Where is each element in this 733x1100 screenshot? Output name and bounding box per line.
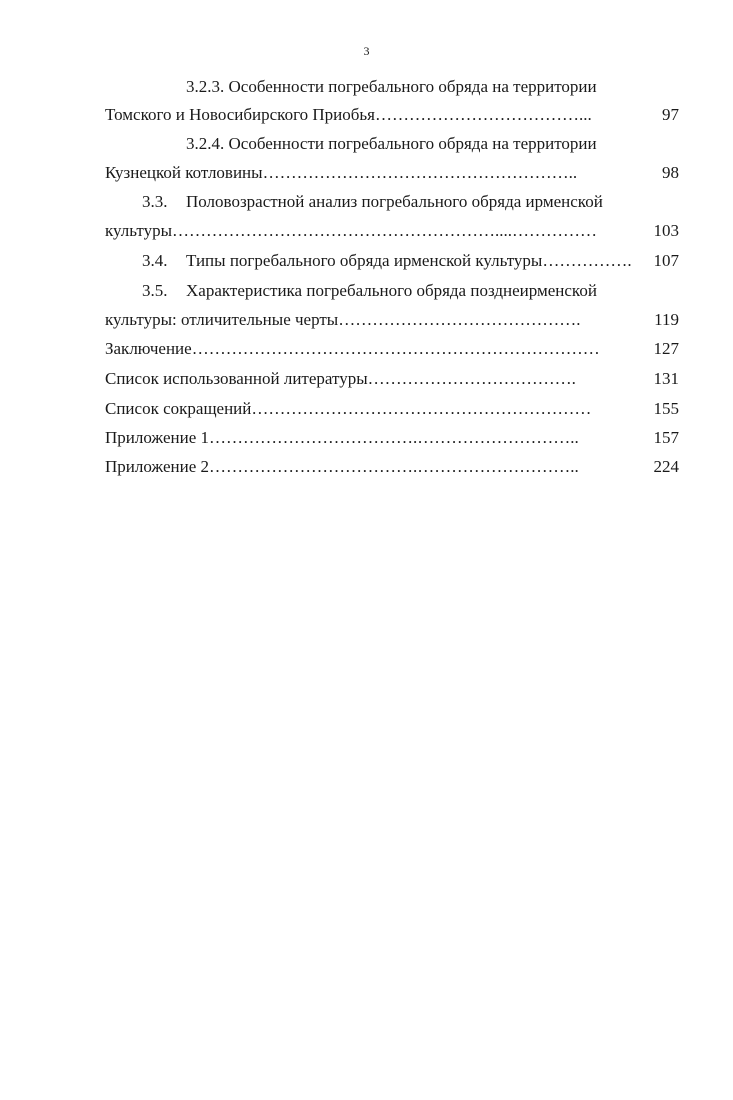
toc-entry-page: 127 bbox=[653, 339, 679, 358]
toc-entry-title-cont: культуры: отличительные черты……………………………………. bbox=[105, 310, 581, 329]
toc-entry-page: 224 bbox=[653, 457, 679, 476]
toc-entry-number: 3.4. bbox=[142, 251, 168, 270]
toc-entry-title: Заключение……………………………………………………………… bbox=[105, 339, 600, 358]
toc-entry-title: 3.2.3. Особенности погребального обряда на территории bbox=[186, 77, 597, 96]
toc-entry-page: 107 bbox=[653, 251, 679, 270]
toc-entry-title: Половозрастной анализ погребального обряда ирменской bbox=[186, 192, 603, 211]
toc-entry-title-cont: Кузнецкой котловины……………………………………………….. bbox=[105, 163, 578, 182]
toc-entry-page: 98 bbox=[662, 163, 679, 182]
toc-entry-number: 3.3. bbox=[142, 192, 168, 211]
toc-entry-title-cont: Томского и Новосибирского Приобья………………………………... bbox=[105, 105, 592, 124]
toc-entry-title-cont: культуры…………………………………………………....…………… bbox=[105, 221, 597, 240]
toc-entry-page: 97 bbox=[662, 105, 679, 124]
toc-entry-title: Приложение 1……………………………….……………………….. bbox=[105, 428, 579, 447]
toc-entry-number: 3.5. bbox=[142, 281, 168, 300]
toc-entry-title: Список сокращений…………………………………………………… bbox=[105, 399, 592, 418]
toc-entry-page: 131 bbox=[653, 369, 679, 388]
toc-entry-title: Список использованной литературы………………………………. bbox=[105, 369, 576, 388]
toc-entry-title: Типы погребального обряда ирменской культуры……………. bbox=[186, 251, 632, 270]
toc-entry-page: 155 bbox=[653, 399, 679, 418]
toc-entry-page: 103 bbox=[653, 221, 679, 240]
toc-entry-title: Характеристика погребального обряда позднеирменской bbox=[186, 281, 597, 300]
page-number: 3 bbox=[363, 44, 370, 58]
toc-entry-title: Приложение 2……………………………….……………………….. bbox=[105, 457, 579, 476]
toc-entry-page: 157 bbox=[653, 428, 679, 447]
toc-entry-title: 3.2.4. Особенности погребального обряда на территории bbox=[186, 134, 597, 153]
toc-entry-page: 119 bbox=[654, 310, 679, 329]
